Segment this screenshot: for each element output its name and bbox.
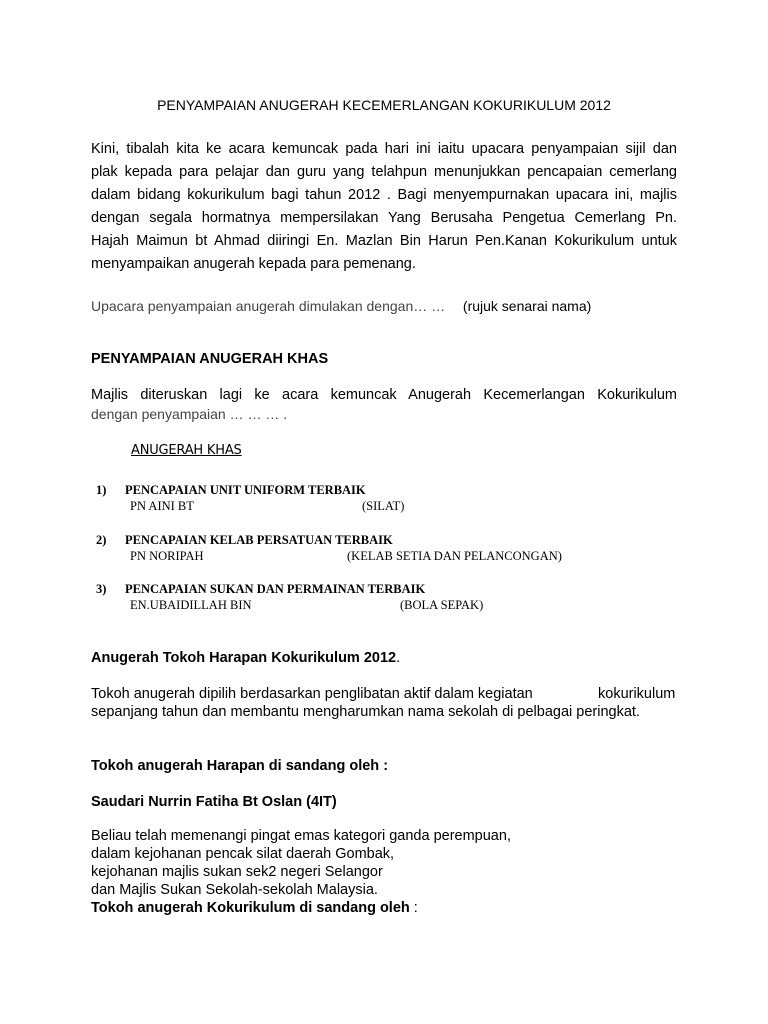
upacara-text: Upacara penyampaian anugerah dimulakan dengan… … [91,298,446,314]
award-3-title: PENCAPAIAN SUKAN DAN PERMAINAN TERBAIK [125,582,426,596]
intro-line-5: Hajah Maimun bt Ahmad diiringi En. Mazlan Bin Harun Pen.Kanan Kokurikulum untuk [91,233,677,249]
upacara-reference: (rujuk senarai nama) [462,298,592,314]
intro-line-2: plak kepada para pelajar dan guru yang telahpun menunjukkan pencapaian cemerlang [91,164,677,180]
intro-line-1: Kini, tibalah kita ke acara kemuncak pada hari ini iaitu upacara penyampaian sijil dan [91,141,677,157]
award-1-title: PENCAPAIAN UNIT UNIFORM TERBAIK [125,483,366,497]
document-title: PENYAMPAIAN ANUGERAH KECEMERLANGAN KOKURIKULUM 2012 [157,97,611,113]
tokoh-kokurikulum-sandang [91,900,418,916]
intro-line-3: dalam bidang kokurikulum bagi tahun 2012 . Bagi menyempurnakan upacara ini, majlis [91,187,677,203]
achievement-line-1: Beliau telah memenangi pingat emas kategori ganda perempuan, [91,828,511,844]
tokoh-harapan-heading-text: Anugerah Tokoh Harapan Kokurikulum 2012 [91,650,397,666]
upacara-line [91,298,591,314]
tokoh-desc-line-1a: Tokoh anugerah dipilih berdasarkan penglibatan aktif dalam kegiatan [91,686,533,702]
achievement-line-4: dan Majlis Sukan Sekolah-sekolah Malaysia. [91,882,378,898]
award-list-heading: ANUGERAH KHAS [131,443,242,458]
achievement-line-2: dalam kejohanan pencak silat daerah Gombak, [91,846,395,862]
tokoh-harapan-sandang: Tokoh anugerah Harapan di sandang oleh : [91,758,389,774]
tokoh-desc-line-1b: kokurikulum [598,686,676,702]
majlis-line-2: dengan penyampaian … … … . [91,406,288,422]
award-2-unit: (KELAB SETIA DAN PELANCONGAN) [347,549,562,563]
award-1-recipient: PN AINI BT [130,499,194,513]
tokoh-harapan-heading-period: . [396,650,401,666]
recipient-name: Saudari Nurrin Fatiha Bt Oslan (4IT) [91,794,337,810]
majlis-line-1: Majlis diteruskan lagi ke acara kemuncak Anugerah Kecemerlangan Kokurikulum [91,387,677,403]
tokoh-kokurikulum-text: Tokoh anugerah Kokurikulum di sandang oleh [91,900,410,916]
award-3-unit: (BOLA SEPAK) [400,598,484,612]
award-1-unit: (SILAT) [362,499,405,513]
award-3-number: 3) [96,582,107,596]
award-1-number: 1) [96,483,107,497]
intro-line-6: menyampaikan anugerah kepada para pemenang. [91,256,416,272]
award-2-recipient: PN NORIPAH [130,549,204,563]
khas-heading: PENYAMPAIAN ANUGERAH KHAS [91,351,329,367]
award-3-recipient: EN.UBAIDILLAH BIN [130,598,252,612]
tokoh-harapan-heading [91,650,400,666]
intro-line-4: dengan segala hormatnya mempersilakan Yang Berusaha Pengetua Cemerlang Pn. [91,210,677,226]
award-2-title: PENCAPAIAN KELAB PERSATUAN TERBAIK [125,533,393,547]
achievement-line-3: kejohanan majlis sukan sek2 negeri Selangor [91,864,383,880]
tokoh-kokurikulum-colon: : [409,900,418,916]
award-2-number: 2) [96,533,107,547]
tokoh-desc-line-2: sepanjang tahun dan membantu mengharumkan nama sekolah di pelbagai peringkat. [91,704,640,720]
